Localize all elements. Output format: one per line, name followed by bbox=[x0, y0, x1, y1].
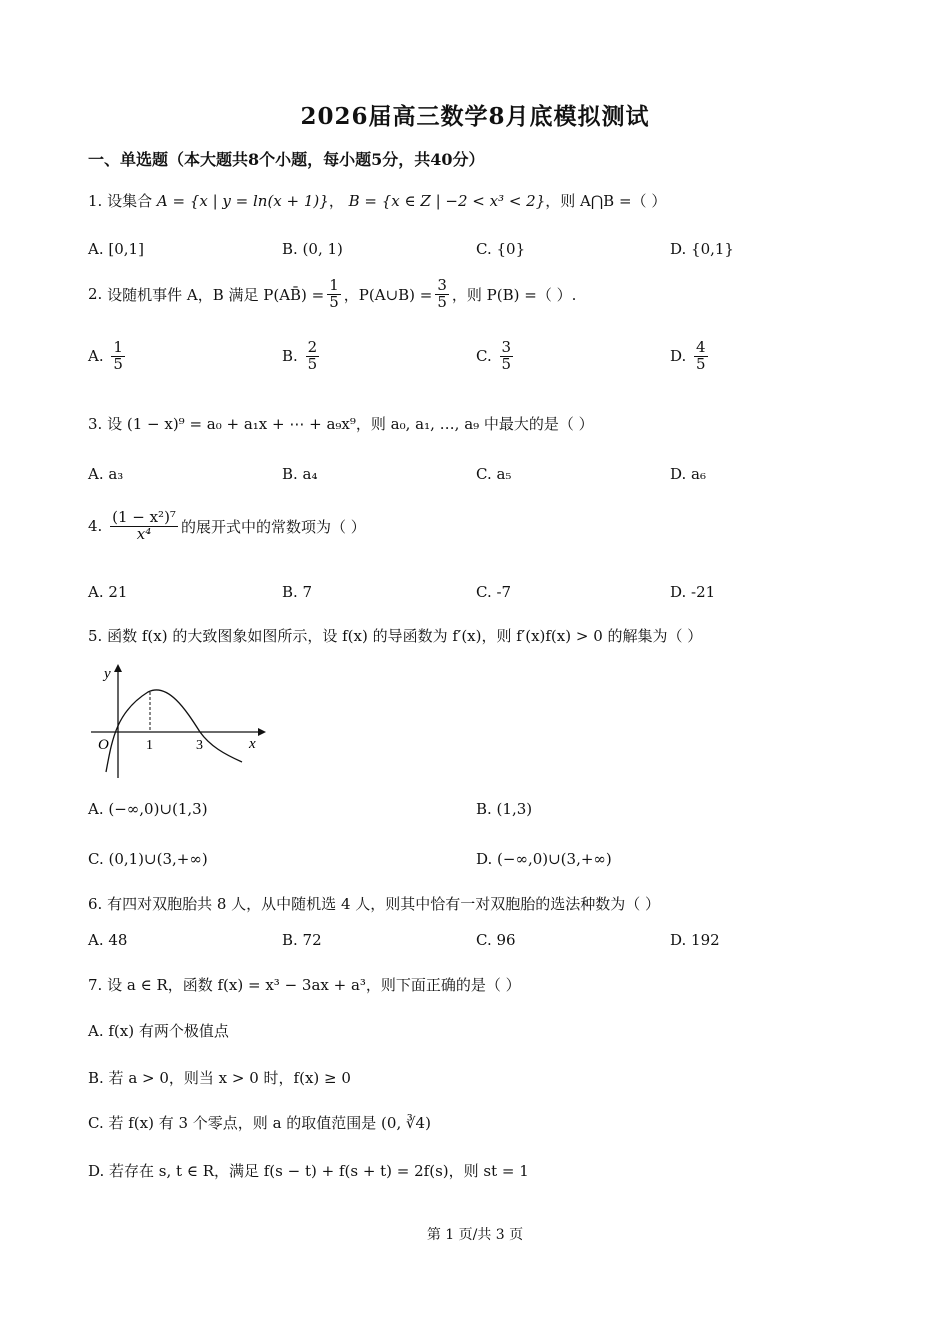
q1-set-b: B = {x ∈ Z | −2 < x³ < 2} bbox=[348, 191, 546, 210]
q5-option-d: D. (−∞,0)∪(3,+∞) bbox=[476, 850, 612, 868]
section-heading: 一、单选题（本大题共8个小题，每小题5分，共40分） bbox=[88, 150, 485, 169]
question-3 bbox=[88, 413, 594, 434]
q5-number: 5. bbox=[88, 626, 103, 645]
q6-option-b: B. 72 bbox=[282, 931, 322, 949]
q2-option-a-denominator: 5 bbox=[113, 354, 123, 373]
q2-option-c-fraction bbox=[500, 340, 514, 373]
q2-option-b-fraction bbox=[306, 340, 320, 373]
x-axis-label: x bbox=[249, 736, 256, 752]
q7-option-d: D. 若存在 s, t ∈ R，满足 f(s − t) + f(s + t) = 2f(s)，则 st = 1 bbox=[88, 1162, 529, 1180]
q3-number: 3. bbox=[88, 414, 103, 433]
question-1 bbox=[88, 190, 666, 211]
question-6 bbox=[88, 893, 660, 914]
page-footer: 第 1 页/共 3 页 bbox=[426, 1227, 524, 1243]
page-title: 2026届高三数学8月底模拟测试 bbox=[300, 103, 650, 130]
q5-text: 函数 f(x) 的大致图象如图所示，设 f(x) 的导函数为 f′(x)，则 f′(x)f(x) > 0 的解集为（ ） bbox=[107, 627, 703, 645]
q5-option-c: C. (0,1)∪(3,+∞) bbox=[88, 850, 208, 868]
q4-suffix: 的展开式中的常数项为（ ） bbox=[180, 517, 366, 536]
q1-option-d: D. {0,1} bbox=[670, 240, 734, 258]
y-axis-arrow-icon bbox=[114, 664, 122, 672]
q1-option-a: A. [0,1] bbox=[88, 240, 144, 258]
q6-text: 有四对双胞胎共 8 人，从中随机选 4 人，则其中恰有一对双胞胎的选法种数为（ ） bbox=[107, 895, 661, 913]
q2-option-d bbox=[670, 340, 711, 373]
q2-option-d-label: D. bbox=[670, 347, 687, 366]
q2-option-a-numerator: 1 bbox=[113, 338, 123, 356]
q4-number: 4. bbox=[88, 517, 103, 536]
q2-fraction-1-denominator: 5 bbox=[329, 292, 339, 311]
q5-option-a: A. (−∞,0)∪(1,3) bbox=[88, 800, 208, 818]
q3-option-a: A. a₃ bbox=[88, 465, 124, 483]
q2-option-d-fraction bbox=[694, 340, 708, 373]
q5-option-b: B. (1,3) bbox=[476, 800, 533, 818]
q2-fraction-2-numerator: 3 bbox=[437, 276, 447, 294]
q3-option-b: B. a₄ bbox=[282, 465, 318, 483]
q1-prefix: 设集合 bbox=[107, 192, 153, 210]
q6-option-a: A. 48 bbox=[88, 931, 128, 949]
q4-fraction bbox=[110, 510, 178, 543]
q6-option-c: C. 96 bbox=[476, 931, 516, 949]
q2-option-c-numerator: 3 bbox=[501, 338, 512, 356]
q2-option-b-denominator: 5 bbox=[307, 354, 318, 373]
q2-fraction-2-denominator: 5 bbox=[437, 292, 447, 311]
q4-option-a: A. 21 bbox=[88, 583, 128, 601]
tick-label-3: 3 bbox=[196, 738, 203, 753]
q2-fraction-2 bbox=[435, 278, 449, 311]
q4-option-b: B. 7 bbox=[282, 583, 313, 601]
q4-option-d: D. -21 bbox=[670, 583, 716, 601]
function-curve bbox=[106, 690, 242, 772]
q7-option-b: B. 若 a > 0，则当 x > 0 时，f(x) ≥ 0 bbox=[88, 1069, 351, 1087]
tick-label-1: 1 bbox=[146, 738, 153, 753]
y-axis-label: y bbox=[104, 666, 111, 682]
q7-number: 7. bbox=[88, 975, 103, 994]
q1-option-c: C. {0} bbox=[476, 240, 526, 258]
q3-option-d: D. a₆ bbox=[670, 465, 706, 483]
q2-middle: ，P(A∪B) = bbox=[343, 285, 433, 304]
q2-option-c-label: C. bbox=[476, 347, 492, 366]
q1-suffix: ，则 A⋂B =（ ） bbox=[545, 192, 667, 210]
q4-fraction-numerator: (1 − x²)⁷ bbox=[112, 508, 176, 526]
q2-option-d-numerator: 4 bbox=[696, 338, 706, 356]
q2-option-a-label: A. bbox=[88, 347, 104, 366]
q4-option-c: C. -7 bbox=[476, 583, 512, 601]
q6-number: 6. bbox=[88, 894, 103, 913]
question-4 bbox=[88, 510, 366, 543]
q2-option-b bbox=[282, 340, 322, 373]
q3-option-c: C. a₅ bbox=[476, 465, 512, 483]
question-7 bbox=[88, 974, 521, 995]
q2-prefix: 设随机事件 A，B 满足 P(AB̄) = bbox=[107, 285, 325, 304]
q1-set-a: A = {x | y = ln(x + 1)} bbox=[156, 191, 329, 210]
q2-option-a-fraction bbox=[111, 340, 125, 373]
q2-suffix: ，则 P(B) =（ ）. bbox=[451, 285, 577, 304]
q2-option-c-denominator: 5 bbox=[501, 354, 512, 373]
origin-label: O bbox=[98, 737, 109, 753]
q4-fraction-denominator: x⁴ bbox=[136, 524, 152, 543]
q2-option-b-numerator: 2 bbox=[307, 338, 318, 356]
q3-text: 设 (1 − x)⁹ = a₀ + a₁x + ⋯ + a₉x⁹，则 a₀, a₁, …, a₉ 中最大的是（ ） bbox=[107, 415, 594, 433]
q2-option-a bbox=[88, 340, 128, 373]
x-axis-arrow-icon bbox=[258, 728, 266, 736]
q1-option-b: B. (0, 1) bbox=[282, 240, 343, 258]
q7-option-a: A. f(x) 有两个极值点 bbox=[88, 1022, 229, 1040]
q2-option-b-label: B. bbox=[282, 347, 298, 366]
q2-option-c bbox=[476, 340, 516, 373]
q7-text: 设 a ∈ R，函数 f(x) = x³ − 3ax + a³，则下面正确的是（ ） bbox=[107, 976, 521, 994]
q7-option-c: C. 若 f(x) 有 3 个零点，则 a 的取值范围是 (0, ∛4) bbox=[88, 1114, 431, 1132]
q1-number: 1. bbox=[88, 191, 103, 210]
question-5 bbox=[88, 625, 702, 646]
q2-fraction-1-numerator: 1 bbox=[329, 276, 339, 294]
q2-number: 2. bbox=[88, 285, 103, 304]
q6-option-d: D. 192 bbox=[670, 931, 720, 949]
q2-option-d-denominator: 5 bbox=[696, 354, 706, 373]
question-2 bbox=[88, 278, 576, 311]
q1-separator: ， bbox=[328, 192, 344, 210]
q5-function-graph bbox=[86, 660, 266, 780]
q2-fraction-1 bbox=[327, 278, 341, 311]
